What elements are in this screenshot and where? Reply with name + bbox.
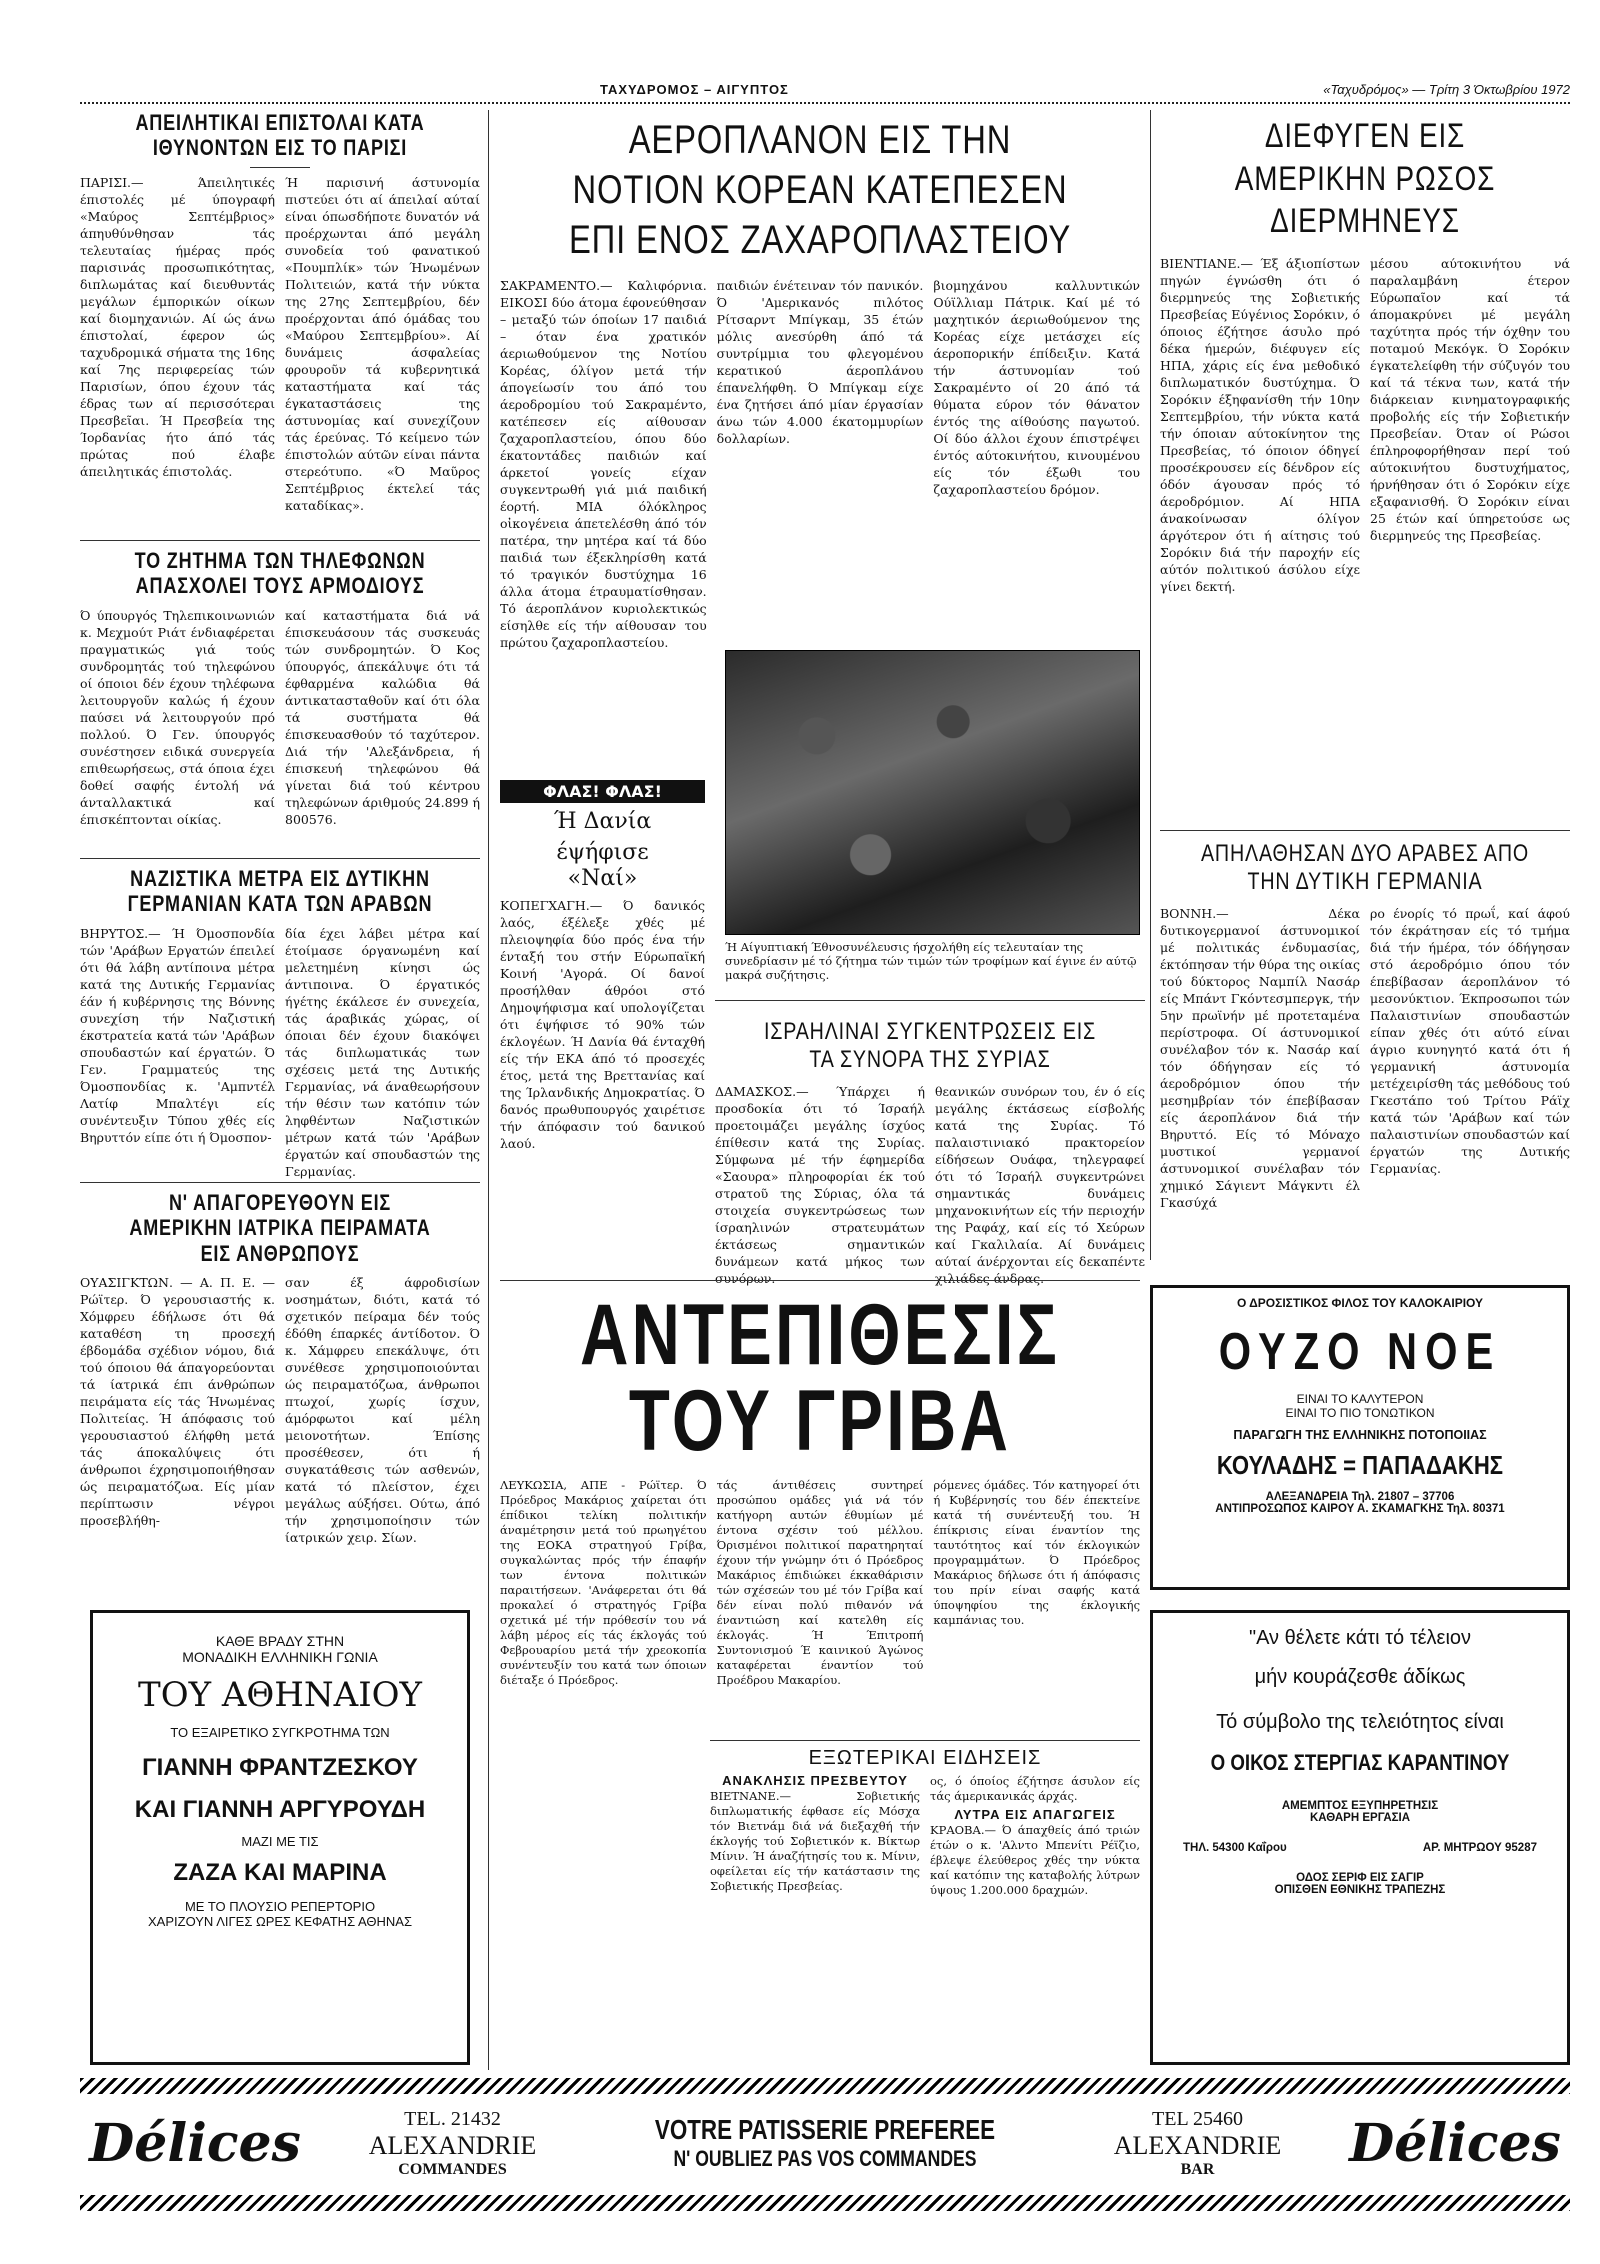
delices-logo: Délices (89, 2112, 301, 2174)
column-rule (488, 110, 489, 2070)
text-col: βιομηχάνου καλλυντικών Ούϊλλιαμ Πάτρικ. Καί μέ τό μαχητικόν άεριωθούμενον της Κορέας είχε μετάσχει είς άεροπορικήν έπίδειξιν. Κατά τήν άστυνομίαν τού Σακραμέντο οί 20 άπό τά θύματα εύρον τόν θάνατον έντός της αίθούσης παγωτού. Οί δύο άλλοι έχουν έπιστρέψει έντός αύτοκινήτου, κινουμένου είς τόν έξωθι του ζαχαροπλαστείου δρόμον. (933, 278, 1141, 497)
parliament-photo (725, 650, 1140, 935)
ad-stergias-karantinou (1150, 1610, 1570, 2065)
ad-line: Τό σύμβολο της τελειότητος είναι (1216, 1711, 1504, 1733)
headline: ΝΑΖΙΣΤΙΚΑ ΜΕΤΡΑ ΕΙΣ ΔΥΤΙΚΗΝ ΓΕΡΜΑΝΙΑΝ ΚΑΤΑ ΤΩΝ ΑΡΑΒΩΝ (127, 866, 433, 917)
ad-line: ΧΑΡΙΖΟΥΝ ΛΙΓΕΣ ΩΡΕΣ ΚΕΦΑΤΗΣ ΑΘΗΝΑΣ (148, 1914, 412, 1929)
headline: Ν' ΑΠΑΓΟΡΕΥΘΟΥΝ ΕΙΣ ΑΜΕΡΙΚΗΝ ΙΑΤΡΙΚΑ ΠΕΙΡΑΜΑΤΑ ΕΙΣ ΑΝΘΡΩΠΟΥΣ (129, 1190, 431, 1266)
article-griva (500, 1287, 1141, 1690)
headline: ΔΙΕΦΥΓΕΝ ΕΙΣ ΑΜΕΡΙΚΗΝ ΡΩΣΟΣ ΔΙΕΡΜΗΝΕΥΣ (1234, 117, 1496, 240)
ad-line: ΑΝΤΙΠΡΟΣΩΠΟΣ ΚΑΙΡΟΥ Α. ΣΚΑΜΑΓΚΗΣ Τηλ. 80371 (1215, 1503, 1505, 1515)
text-col: ΒΗΡΥΤΟΣ.— Ή Όμοσπονδία τών 'Αράβων Εργατών έπειλεί ότι θά λάβη αντίποινα μέτρα κατά της Δυτικής Γερμανίας έάν ή κυβέρνησις της Βόννης συνεχίση τήν Ναζιστική έκστρατεία κατά τών 'Αράβων σπουδαστών καί έργατών. Ό Γεν. Γραμματεύς της Όμοσπονδίας κ. 'Αμπντέλ Λατίφ Μπαλτέγι είς συνέντευξιν Τύπου χθές είς Βηρυττόν είπε ότι ή Όμοσπον- (80, 925, 275, 1145)
text-col: θεανικών συνόρων του, έν ό είς μεγάλης έκτάσεως είσβολής κατά της Συρίας. Τό παλαιστινιακό πρακτορείον είδήσεων Ουάφα, τηλεγραφεί ότι τό Ίσραήλ συγκεντρώνει σημαντικάς δυνάμεις μηχανοκινήτων είς τήν περιοχήν της Ραφάχ, καί είς τό Χεύρων καί Γκαλιλαία. Αί δυνάμεις αύταί άνέρχονται είς δεκαπέντε χιλιάδες άνδρας. (935, 1084, 1145, 1287)
ad-line: ΑΛΕΞΑΝΔΡΕΙΑ Τηλ. 21807 – 37706 (1265, 1491, 1455, 1503)
article-medical-experiments (80, 1190, 480, 1548)
article-nazi-measures (80, 866, 480, 1182)
subheadline: ΛΥΤΡΑ ΕΙΣ ΑΠΑΓΩΓΕΙΣ (954, 1807, 1116, 1822)
text-col: μέσου αύτοκινήτου νά παραλαμβάνη έτερον Εύρωπαῖον καί τά άπομακρύνει μέ μεγάλη ταχύτητα πρός τήν όχθην του ποταμού Μεκόγκ. Ό Σορόκιν έγκατελείφθη τήν σύζυγόν του καί τά τέκνα των, κατά τήν διάρκειαν κινηματογραφικής προβολής είς τήν Σοβιετικήν Πρεσβείαν. Όταν οί Ρώσοι έπληροφορήθησαν περί τού αύτοκινήτου δυστυχήματος, ήρνήθησαν ότι ό Σορόκιν είχε εξαφανισθή. Ό Σορόκιν είναι 25 έτών καί ύπηρετούσε ως διερμηνεύς της Πρεσβείας. (1370, 255, 1570, 543)
text-col: ΒΟΝΝΗ.— Δέκα δυτικογερμανοί άστυνομικοί μέ πολιτικάς ένδυμασίας, έκτόπησαν τήν θύρα της οικίας τού δύκτορος Ναμπίλ Νασάρ είς Μπάντ Γκόντεσμπεργκ, τήν 5ην πρωϊνήν μέ προτεταμένα περίστροφα. Οί άστυνομικοί συνέλαβον τόν κ. Νασάρ καί τόν όδήγησαν είς τό άεροδρόμιον όπου τήν μεσημβρίαν τόν έπεβίβασαν είς άεροπλάνον διά τήν Βηρυττό. Είς τό Μόναχο μυστικοί γερμανοί άστυνομικοί συνέλαβαν τόν χημικό Σάγιεντ Μάγκντι έλ Γκασύχά (1160, 906, 1360, 1211)
ad-artist: ΚΑΙ ΓΙΑΝΝΗ ΑΡΓΥΡΟΥΔΗ (134, 1796, 426, 1823)
foreign-news (710, 1740, 1140, 1900)
flash-headline: έψήφισε (556, 840, 649, 866)
ad-line: COMMANDES (398, 2160, 507, 2178)
ad-line: ΑΜΕΜΠΤΟΣ ΕΞΥΠΗΡΕΤΗΣΙΣ (1281, 1800, 1439, 1812)
header-title: ΤΑΧΥΔΡΟΜΟΣ – ΑΙΓΥΠΤΟΣ (600, 82, 789, 97)
ad-line: ΜΟΝΑΔΙΚΗ ΕΛΛΗΝΙΚΗ ΓΩΝΙΑ (182, 1649, 378, 1665)
ad-line: BAR (1180, 2160, 1215, 2178)
text-col: σαν έξ άφροδισίων νοσημάτων, διότι, κατά τό σχετικόν πείραμα δέν τούς έδόθη έπαρκές άντίδοτον. Ό κ. Χάμφρευ επεκάλυψε, ότι συνέθεσε χρησιμοποιούνται ώς πειραματόζωα, άνθρωποι πτωχοί, χωρίς ίσχυν, άμόρφωτοι καί μέλη μειονοτήτων. Έπίσης προσέθεσεν, ότι ή συγκατάθεσις τών ασθενών, κατά τό πλείστον, έχει μεγάλως αύξήσει. Ούτω, άπό τήν χρησιμοποίησιν τών ίατρικών χειρ. Σίων. (285, 1274, 480, 1545)
ad-phone: TEL. 21432 (404, 2107, 501, 2130)
divider (80, 858, 480, 859)
article-telephones (80, 548, 480, 830)
flash-headline: Ή Δανία (553, 809, 652, 834)
column-rule (1150, 110, 1151, 1260)
ad-city: ALEXANDRIE (368, 2130, 537, 2160)
ad-line: ΤΟ ΕΞΑΙΡΕΤΙΚΟ ΣΥΓΚΡΟΤΗΜΑ ΤΩΝ (170, 1725, 390, 1740)
text-col: δία έχει λάβει μέτρα καί έτοίμασε όργανωμένη καί μελετημένη κίνησι ώς άντιποινα. Ό έργατικός ήγέτης έκάλεσε έν συνεχεία, τάς άραβικάς χώρας, οί όποιαι δέν έχουν διακόψει τάς διπλωματικάς των σχέσεις μετά της Δυτικής Γερμανίας, νά άναθεωρήσουν τήν θέσιν των κατόπιν τών ληφθέντων Ναζιστικών μέτρων κατά τών 'Αράβων έργατών καί σπουδαστών της Γερμανίας. (285, 925, 480, 1179)
ad-artist: ΖΑΖΑ ΚΑΙ ΜΑΡΙΝΑ (173, 1859, 387, 1886)
headline: ΑΝΤΕΠΙΘΕΣΙΣ ΤΟΥ ΓΡΙΒΑ (579, 1287, 1061, 1469)
photo-caption: Ή Αίγυπτιακή Έθνοσυνέλευσις ήσχολήθη είς τελευταίαν της συνεδρίασιν μέ τό ζήτημα τών τιμών τών τροφίμων καί έγινε έν αύτῷ μακρά συζήτησις. (725, 940, 1137, 982)
text-col: ος, ό όποίος έζήτησε άσυλον είς τάς άμερικανικάς άρχάς. (930, 1774, 1140, 1803)
ad-line: ΜΕ ΤΟ ΠΛΟΥΣΙΟ ΡΕΠΕΡΤΟΡΙΟ (184, 1899, 376, 1914)
ad-line: ΟΔΟΣ ΣΕΡΙΦ ΕΙΣ ΣΑΓΙΡ (1296, 1872, 1424, 1884)
text-col: Ή παρισινή άστυνομία πιστεύει ότι αί άπειλαί αύταί είναι όπωσδήποτε δυνατόν νά προέρχωνται άπό μεγάλη συνοδεία τού φανατικού «Πουμπλίκ» τών Ήνωμένων Πολιτειών, κατά τήν νύκτα της 27ης Σεπτεμβρίου, δέν προέρχονται άπό όμάδας του «Μαύρου Σεπτεμβρίου». Αί δυνάμεις άσφαλείας φρουροῦν τά κυβερνητικά καταστήματα καί τάς έγκαταστάσεις της άστυνομίας καί συνεχίζουν τάς έρεύνας. Τό κείμενο τών έπιστολών αύτῶν είναι πάντα στερεότυπο. «Ό Μαῦρος Σεπτέμβριος έκτελεί τάς καταδίκας». (285, 174, 480, 513)
text-col: ΟΥΑΣΙΓΚΤΩΝ. — Α. Π. Ε. — Ρώϊτερ. Ό γερουσιαστής κ. Χόμφρευ έδήλωσε ότι θά καταθέση τη προσεχή έβδομάδα σχέδιον νόμου, διά τού όποιου θά άπαγορεύονται τά ίατρικά έπι άνθρώπων πειράματα είς τάς Ήνωμένας Πολιτείας. Ή άπόφασις τού γερουσιαστού έλήφθη μετά τάς άποκαλύψεις ότι άνθρωποι έχρησιμοποιήθησαν ώς πειραματόζωα. Είς μίαν περίπτωσιν νέγροι προσεβλήθη- (80, 1274, 275, 1528)
ad-venue: ΤΟΥ ΑΘΗΝΑΙΟΥ (138, 1675, 422, 1715)
text-col: παιδιών ένέτειναν τόν πανικόν. Ό 'Αμερικανός πιλότος Ρίτσαρντ Μπίγκαμ, 35 έτών μόλις ανεσύρθη άπό τά συντρίμμια του φλεγομένου κερατικού άεροπλάνου έπανελήφθη. Ό Μπίγκαμ είχε ένα ζητήσει άπό μίαν έργασίαν άνω τών 4.000 έκατομμυρίων δολλαρίων. (716, 278, 924, 446)
headline: ΤΟ ΖΗΤΗΜΑ ΤΩΝ ΤΗΛΕΦΩΝΩΝ ΑΠΑΣΧΟΛΕΙ ΤΟΥΣ ΑΡΜΟΔΙΟΥΣ (134, 548, 426, 599)
ad-line: ΕΙΝΑΙ ΤΟ ΠΙΟ ΤΟΝΩΤΙΚΟΝ (1285, 1406, 1435, 1420)
ad-line: "Αν θέλετε κάτι τό τέλειον (1248, 1627, 1472, 1649)
text-col: ΠΑΡΙΣΙ.— Άπειλητικές έπιστολές μέ ύπογραφή «Μαύρος Σεπτέμβριος» άπηυθύνθησαν τάς τελευταίας ήμέρας πρός παρισινάς προσωπικότητας, διπλωμάτας καί διευθυντάς μεγάλων έμπορικών οίκων καί διομηχανιών. Αί ώς άνω έπιστολαί, έφερον ώς ταχυδρομικά σήματα της 16ης καί 7ης περιφερείας τών Παρισίων, όπου έχουν τάς έδρας των αί περισσότεραι Πρεσβεῖαι. Ή Πρεσβεία της Ίορδανίας ήτο άπό τάς πρώτας πού έλαβε άπειλητικάς έπιστολάς. (80, 174, 275, 479)
text-col: ΒΙΕΝΤΙΑΝΕ.— Έξ άξιοπίστων πηγών έγνώσθη ότι ό διερμηνεύς της Σοβιετικής Πρεσβείας Εύγένιος Σορόκιν, ό όποιος έζήτησε άσυλο πρό δέκα ήμερών, διέφυγεν είς ΗΠΑ, χάρις είς ένα μεθοδικό διπλωματικόν δυστύχημα. Ό Σορόκιν έξηφανίσθη τήν 10ην Σεπτεμβρίου, τήν νύκτα κατά τήν όποιαν αύτοκίνητον της Πρεσβείας, τό όποιον όδηγεί προσέκρουσεν είς δένδρον είς όδόν άγουσαν πρός τό άεροδρόμιον. Αί ΗΠΑ άνακοίνωσαν όλίγον άργότερον ότι ή αίτησις τού Σορόκιν διά τήν παροχήν είς αύτόν πολιτικού άσύλου είχε γίνει δεκτή. (1160, 255, 1360, 594)
text-col: τάς άντιθέσεις συντηρεί προσώπου ομάδες γιά νά τόν κατήγορη αυτών έθυμίων μέ έντονα σχέσιν τού μέλλου. Όρισμένοι πολιτικοί παρατηρηταί έχουν τήν γνώμην ότι ό Πρόεδρος Μακάριος έπιδιώκει έκκαθάρισιν τών σχέσεών του μέ τόν Γρίβα καί δέν είναι πολύ πιθανόν νά έναντιώση καί κατελθη είς έκλογάς. Ή Έπιτροπή Συντονισμού Έ καινικού Άγώνος καταφέρεται έναντίον τού Προέδρου Μακαρίου. (716, 1478, 924, 1687)
text-col: ΣΑΚΡΑΜΕΝΤΟ.— Καλιφόρνια. ΕΙΚΟΣΙ δύο άτομα έφονεύθησαν – μεταξύ τών όποίων 17 παιδιά – όταν ένα χρατικόν άεριωθούμενον της Νοτίου Κορέας, όλίγον μετά τήν άπογείωσίν του άπό του άεροδρομίου τού Σακραμέντο, κατέπεσεν είς αίθουσαν ζαχαροπλαστείου, όπου δύο έκατοντάδες παιδιών καί άρκετοί γονείς είχαν συγκεντρωθή γιά μιά παιδική έορτή. ΜΙΑ όλόκληρος οἰκογένεια άπετελέσθη άπό τόν πατέρα, την μητέρα καί τά δύο παιδιά των έξεκληρίσθη κατά τό τραγικόν δυστύχημα 16 άλλα άτομα έτραυματίσθησαν. Τό άεροπλάνον κυριολεκτικώς είσηλθε είς τήν αίθουσαν του πρώτου ζαχαροπλαστείου. (500, 278, 707, 650)
ad-phone: TEL 25460 (1152, 2107, 1243, 2130)
header-date: «Ταχυδρόμος» — Τρίτη 3 Όκτωβρίου 1972 (1323, 82, 1570, 97)
ad-brand: ΟΥΖΟ ΝΟΕ (1218, 1323, 1502, 1381)
article-israel (715, 1018, 1145, 1289)
flash-headline: «Ναί» (567, 865, 638, 891)
flash-title: ΦΛΑΣ! ΦΛΑΣ! (500, 780, 705, 803)
text-col: ρόμενες όμάδες. Τόν κατηγορεί ότι ή Κυβέρνησίς του δέν έπεκτείνε κατά τή συνέντευξή του. Ή έπίκρισις είναι έναντίον της ταυτότητος καί τόν έκλογικών προγραμμάτων. Ό Πρόεδρος Μακάριος δήλωσε ότι ή άπόφασις του πρίν είναι σαφής κατά ύποψηφίου της έκλογικής καμπάνιας του. (933, 1478, 1141, 1627)
ad-delices (80, 2098, 1570, 2188)
headline: ΙΣΡΑΗΛΙΝΑΙ ΣΥΓΚΕΝΤΡΩΣΕΙΣ ΕΙΣ ΤΑ ΣΥΝΟΡΑ ΤΗΣ ΣΥΡΙΑΣ (763, 1018, 1097, 1073)
text-col: ΚΡΑΟΒΑ.— Ό άπαχθείς άπό τριών έτών ο κ. 'Αλντο Μπενίτι Ρέϊζιο, έβλεψε έλεύθερος χθές την νύκτα καί κατόπιν της καταβολής λύτρων ύψους 1.200.000 δραχμών. (930, 1822, 1140, 1897)
ad-slogan: VOTRE PATISSERIE PREFEREE (654, 2114, 996, 2145)
page-header (80, 78, 1570, 104)
text-col: ΛΕΥΚΩΣΙΑ, ΑΠΕ - Ρώϊτερ. Ό Πρόεδρος Μακάριος χαίρεται ότι έπίδικοι τελίκη πολιτικήν άναμέτρησιν μετά τού πρωηγέτου της ΕΟΚΑ στρατηγού Γρίβα, συγκαλώντας πρός τήν έπαφήν των έντονα πολιτικών παραιτήσεων. 'Ανάφερεται ότι θά προκαλεί ό στρατηγός Γρίβα σχετικά μέ τήν πρόθεσίν του νά λάβη μέρος είς τάς έκλογάς τού Φεβρουαρίου μετά τήν χρεοκοπία συνέντευξίν του κατά των όποιων διέταξε ό Πρόεδρος. (500, 1478, 707, 1687)
text-col: ΒΙΕΤΝΑΝΕ.— Σοβιετικής διπλωματικής έφθασε είς Μόσχα τόν Βιετνάμ διά νά διεξαχθή τήν έκλογής τού Σοβιετικόν κ. Βίκτωρ Μίνιν. Ή άναζήτησίς του κ. Μίνιν, οφείλεται είς τήν κατάστασιν της Σοβιετικής Πρεσβείας. (710, 1788, 920, 1893)
ad-line: Ο ΔΡΟΣΙΣΤΙΚΟΣ ΦΙΛΟΣ ΤΟΥ ΚΑΛΟΚΑΙΡΙΟΥ (1236, 1296, 1484, 1310)
divider (80, 1182, 480, 1183)
ad-maker: ΚΟΥΛΑΔΗΣ = ΠΑΠΑΔΑΚΗΣ (1216, 1450, 1504, 1480)
ad-phone: ΤΗΛ. 54300 Καΐρου (1183, 1842, 1287, 1854)
text-col: ρο ένορίς τό πρωΐ, καί άφού τόν έκράτησαν είς τό τμήμα διά τήν ήμέρα, τόν όδήγησαν στό άεροδρόμιο όπου τόν έπεβίβασαν άεροπλάνον τό μεσονύκτιον. Έκπροσωποι τών Παλαιστινίων σπουδαστών είπαν χθές ότι αύτό είναι άγριο κυνηγητό κατά ότι ή γερμανική άστυνομία μετέχειρίσθη τάς μεθόδους τού Γκεστάπο τού Τρίτου Ράϊχ κατά τών 'Αράβων καί τών παλαιστινίων σπουδαστών καί έργατών της Δυτικής Γερμανίας. (1370, 906, 1570, 1177)
ad-line: ΠΑΡΑΓΩΓΗ ΤΗΣ ΕΛΛΗΝΙΚΗΣ ΠΟΤΟΠΟΙΙΑΣ (1233, 1428, 1487, 1442)
divider (250, 167, 310, 168)
subheadline: ΑΝΑΚΛΗΣΙΣ ΠΡΕΣΒΕΥΤΟΥ (722, 1773, 908, 1788)
ad-line: ΚΑΘΕ ΒΡΑΔΥ ΣΤΗΝ (215, 1633, 345, 1649)
ad-firm: Ο ΟΙΚΟΣ ΣΤΕΡΓΙΑΣ ΚΑΡΑΝΤΙΝΟΥ (1210, 1750, 1510, 1775)
text-col: ΔΑΜΑΣΚΟΣ.— Ύπάρχει ή προσδοκία ότι τό Ίσραήλ προετοιμάζει μεγάλης ίσχύος έπίθεσιν κατά της Συρίας. Σύμφωνα μέ τήν έφημερίδα «Σαουρα» πληροφορίαι έκ τού στρατοῦ της Σύριας, όλα τά στοιχεία συγκεντρώσεως των ίσραηλινών στρατευμάτων έκτάσεως σημαντικών δυνάμεων κατά μήκος των συνόρων. (715, 1084, 925, 1287)
headline: ΑΠΕΙΛΗΤΙΚΑΙ ΕΠΙΣΤΟΛΑΙ ΚΑΤΑ ΙΘΥΝΟΝΤΩΝ ΕΙΣ ΤΟ ΠΑΡΙΣΙ (135, 110, 425, 161)
ad-registration: ΑΡ. ΜΗΤΡΩΟΥ 95287 (1422, 1842, 1537, 1854)
delices-logo: Délices (1349, 2112, 1561, 2174)
text-col: Ό ύπουργός Τηλεπικοινωνιών κ. Μεχμούτ Ριάτ ένδιαφέρεται πραγματικώς γιά τούς συνδρομητάς τού τηλεφώνου οί όποιοι δέν έχουν τηλέφωνα λειτουργοῦν καλώς ή έχουν παύσει νά λειτουργούν πρό πολλού. Ό Γεν. ύπουργός συνέστησεν ειδικά συνεργεία επιθεωρήσεως, στά όποια έχει δοθεί σαφής έντολή νά άνταλλακτικά καί έπισκέπτονται οίκίας. (80, 607, 275, 827)
border-decoration (80, 2195, 1570, 2211)
ad-slogan: N' OUBLIEZ PAS VOS COMMANDES (673, 2146, 977, 2171)
ad-line: μήν κουράζεσθε άδίκως (1254, 1666, 1466, 1688)
ad-artist: ΓΙΑΝΝΗ ΦΡΑΝΤΖΕΣΚΟΥ (142, 1754, 418, 1781)
text-col: καί καταστήματα διά νά έπισκευάσουν τάς συσκευάς τών συνδρομητών. Ό Κος ύπουργός, άπεκάλυψε ότι τά έφθαρμένα καλώδια θά άντικατασταθοῦν καί ότι όλα τά συστήματα θά έπισκευασθούν τό ταχύτερον. Διά τήν 'Αλεξάνδρεια, ή έπισκευή τηλεφώνου θά γίνεται διά τού κέντρου τηλεφώνων άριθμούς 24.899 ή 800576. (285, 607, 480, 827)
ad-line: ΕΙΝΑΙ ΤΟ ΚΑΛΥΤΕΡΟΝ (1296, 1392, 1424, 1406)
ad-athinaiou (90, 1610, 470, 2065)
article-korea-plane (500, 115, 1140, 653)
flash-text: ΚΟΠΕΓΧΑΓΗ.— Ό δανικός λαός, έξέλεξε χθές μέ πλειοψηφία δύο πρός ένα τήν ένταξή του στήν Εύρωπαϊκή Κοινή 'Αγορά. Οί δανοί προσήλθαν άθρόοι στό Δημοψήφισμα καί υπολογίζεται ότι έψήφισε τό 90% τών έκλογέων. Ή Δανία θά ένταχθή είς τήν ΕΚΑ άπό τό προσεχές έτος, μετά της Βρεττανίας καί της Ίρλανδικής Δημοκρατίας. Ό δανός πρωθυπουργός χαιρέτισε τήν άπόφασιν τού δανικού λαού. (500, 897, 705, 1151)
flash-box (500, 780, 705, 1154)
divider (80, 540, 480, 541)
border-decoration (80, 2078, 1570, 2094)
divider (500, 1280, 1140, 1281)
ad-city: ALEXANDRIE (1113, 2130, 1282, 2160)
ad-ouzo-noe (1150, 1285, 1570, 1590)
divider (1160, 830, 1570, 831)
article-threatening-letters (80, 110, 480, 516)
headline: ΑΠΗΛΑΘΗΣΑΝ ΔΥΟ ΑΡΑΒΕΣ ΑΠΟ ΤΗΝ ΔΥΤΙΚΗ ΓΕΡΜΑΝΙΑ (1200, 840, 1530, 895)
headline: ΑΕΡΟΠΛΑΝΟΝ ΕΙΣ ΤΗΝ ΝΟΤΙΟΝ ΚΟΡΕΑΝ ΚΑΤΕΠΕΣΕΝ ΕΠΙ ΕΝΟΣ ΖΑΧΑΡΟΠΛΑΣΤΕΙΟΥ (568, 118, 1072, 262)
article-russian-interpreter (1160, 115, 1570, 597)
divider (715, 1000, 1145, 1001)
section-title: ΕΞΩΤΕΡΙΚΑΙ ΕΙΔΗΣΕΙΣ (808, 1747, 1042, 1769)
ad-line: ΟΠΙΣΘΕΝ ΕΘΝΙΚΗΣ ΤΡΑΠΕΖΗΣ (1274, 1884, 1446, 1896)
ad-line: ΜΑΖΙ ΜΕ ΤΙΣ (241, 1834, 319, 1849)
article-arabs-expelled (1160, 840, 1570, 1213)
ad-line: ΚΑΘΑΡΗ ΕΡΓΑΣΙΑ (1309, 1812, 1411, 1824)
